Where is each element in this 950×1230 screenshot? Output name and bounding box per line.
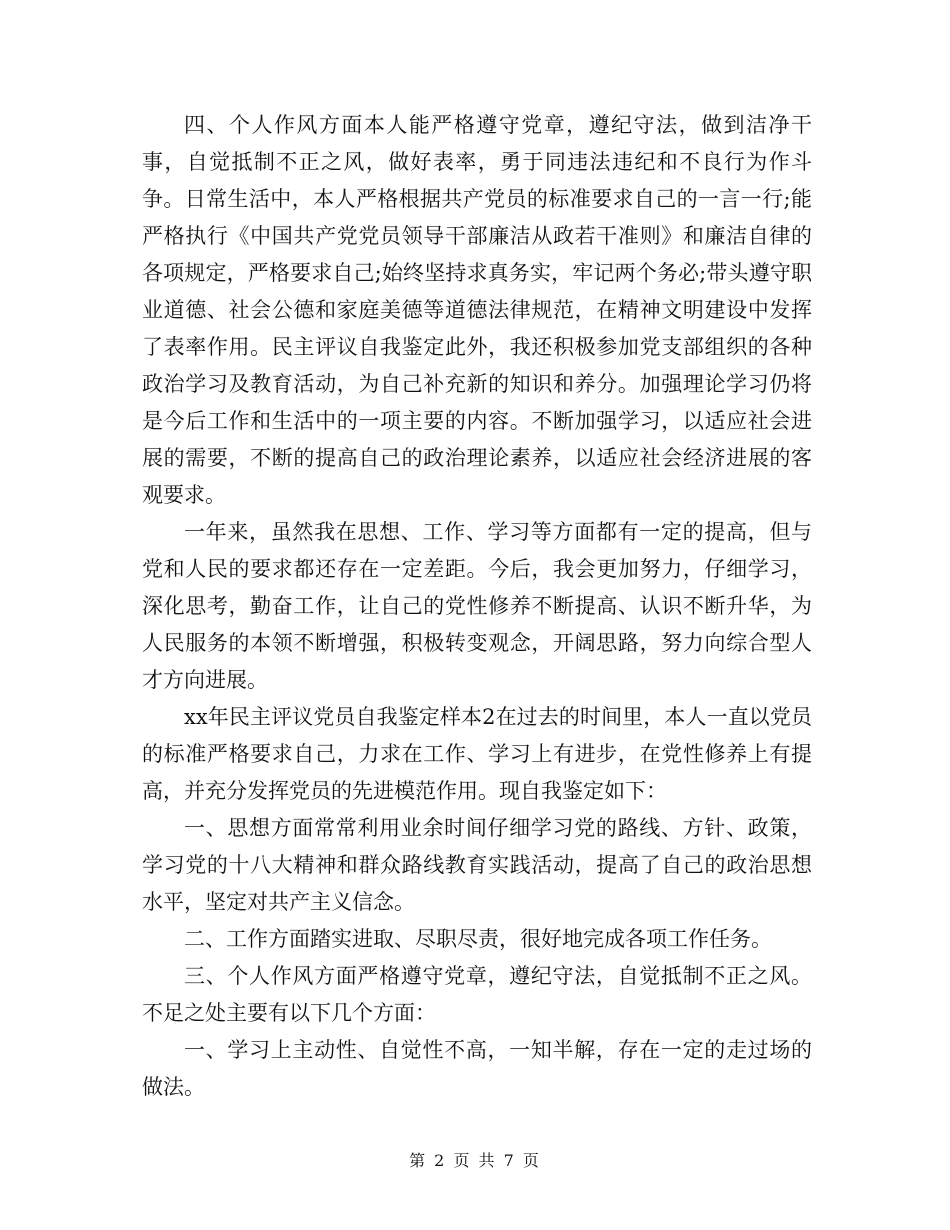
paragraph-personal-conduct: 四、个人作风方面本人能严格遵守党章，遵纪守法，做到洁净干事，自觉抵制不正之风，做好表率，勇于同违法违纪和不良行为作斗争。日常生活中，本人严格根据共产党员的标准要求自己的一言一行;能严格执行《中国共产党党员领导干部廉洁从政若干准则》和廉洁自律的各项规定，严格要求自己;始终坚持求真务实，牢记两个务必;带头遵守职业道德、社会公德和家庭美德等道德法律规范，在精神文明建设中发挥了表率作用。民主评议自我鉴定此外，我还积极参加党支部组织的各种政治学习及教育活动，为自己补充新的知识和养分。加强理论学习仍将是今后工作和生活中的一项主要的内容。不断加强学习，以适应社会进展的需要，不断的提高自己的政治理论素养，以适应社会经济进展的客观要求。 — [142, 113, 812, 507]
document-body — [142, 107, 812, 1106]
paragraph-study-shortcoming: 一、学习上主动性、自觉性不高，一知半解，存在一定的走过场的做法。 — [142, 1038, 812, 1099]
paragraph-year-summary: 一年来，虽然我在思想、工作、学习等方面都有一定的提高，但与党和人民的要求都还存在一定差距。今后，我会更加努力，仔细学习，深化思考，勤奋工作，让自己的党性修养不断提高、认识不断升华，为人民服务的本领不断增强，积极转变观念，开阔思路，努力向综合型人才方向进展。 — [142, 520, 812, 692]
paragraph-conduct-shortcomings: 三、个人作风方面严格遵守党章，遵纪守法，自觉抵制不正之风。不足之处主要有以下几个方面： — [142, 964, 812, 1025]
paragraph-sample-2-intro: xx年民主评议党员自我鉴定样本2在过去的时间里，本人一直以党员的标准严格要求自己，力求在工作、学习上有进步，在党性修养上有提高，并充分发挥党员的先进模范作用。现自我鉴定如下： — [142, 705, 812, 803]
paragraph-ideology: 一、思想方面常常利用业余时间仔细学习党的路线、方针、政策，学习党的十八大精神和群众路线教育实践活动，提高了自己的政治思想水平，坚定对共产主义信念。 — [142, 816, 812, 914]
page-number-footer: 第 2 页 共 7 页 — [409, 1151, 541, 1170]
paragraph-work: 二、工作方面踏实进取、尽职尽责，很好地完成各项工作任务。 — [184, 927, 772, 951]
